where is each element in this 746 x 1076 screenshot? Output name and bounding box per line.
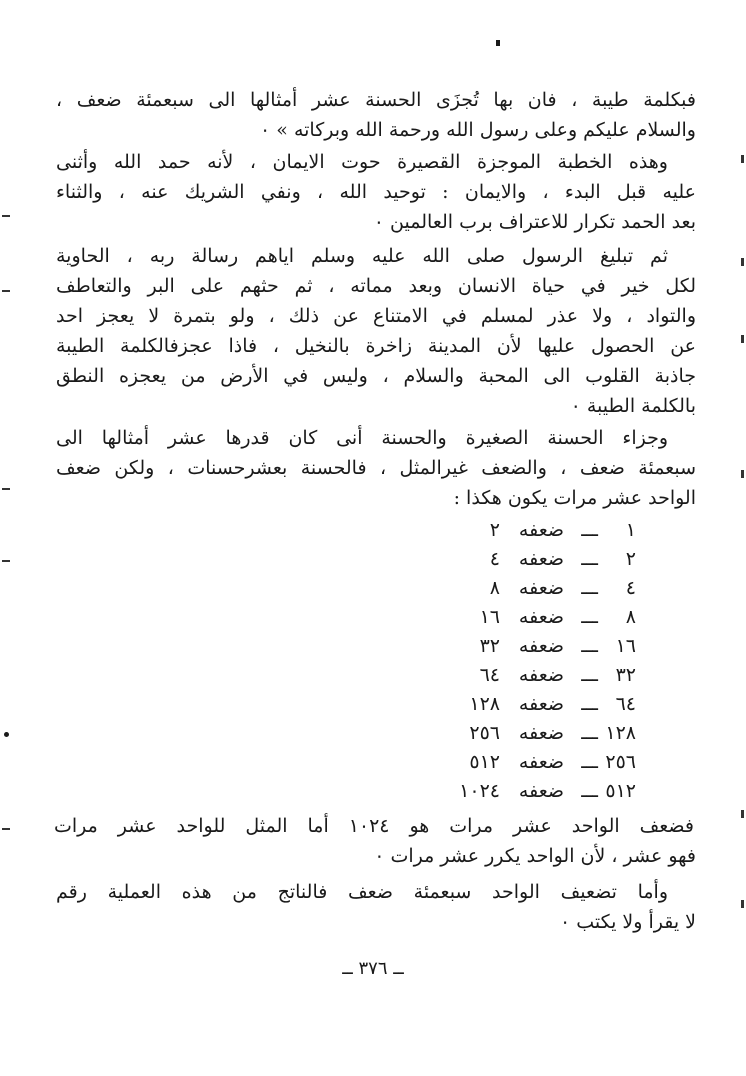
sequence-word: ضعفه bbox=[518, 606, 564, 628]
text-line: وأما تضعيف الواحد سبعمئة ضعف فالناتج من هذه العملية رقم bbox=[56, 881, 668, 903]
right-margin-mark bbox=[741, 810, 744, 818]
text-line: فبكلمة طيبة ، فان بها تُجزَى الحسنة عشر أمثالها الى سبعمئة ضعف ، bbox=[56, 89, 696, 111]
sequence-number: ١ bbox=[625, 519, 636, 541]
left-margin-mark bbox=[2, 290, 10, 292]
sequence-dash: ـــ bbox=[581, 548, 598, 570]
left-margin-mark bbox=[2, 488, 10, 490]
text-line: والسلام عليكم وعلى رسول الله ورحمة الله وبركاته » ٠ bbox=[260, 119, 696, 141]
sequence-word: ضعفه bbox=[518, 664, 564, 686]
sequence-double: ١٦ bbox=[479, 606, 500, 628]
text-line: الواحد عشر مرات يكون هكذا : bbox=[453, 487, 696, 509]
text-line: بالكلمة الطيبة ٠ bbox=[570, 395, 696, 417]
sequence-dash: ـــ bbox=[581, 751, 598, 773]
sequence-number: ٢٥٦ bbox=[605, 751, 636, 773]
sequence-word: ضعفه bbox=[518, 780, 564, 802]
right-margin-mark bbox=[741, 155, 744, 163]
text-line: وهذه الخطبة الموجزة القصيرة حوت الايمان ، لأنه حمد الله وأثنى bbox=[56, 151, 668, 173]
sequence-word: ضعفه bbox=[518, 722, 564, 744]
sequence-number: ٦٤ bbox=[615, 693, 636, 715]
text-line: ثم تبليغ الرسول صلى الله عليه وسلم اياهم رسالة ربه ، الحاوية bbox=[56, 245, 668, 267]
sequence-dash: ـــ bbox=[581, 693, 598, 715]
sequence-dash: ـــ bbox=[581, 722, 598, 744]
sequence-double: ٥١٢ bbox=[469, 751, 500, 773]
sequence-dash: ـــ bbox=[581, 519, 598, 541]
text-line: لكل خير في حياة الانسان وبعد مماته ، ثم حثهم على البر والتعاطف bbox=[56, 275, 696, 297]
sequence-number: ١٦ bbox=[615, 635, 636, 657]
sequence-double: ١٠٢٤ bbox=[459, 780, 500, 802]
text-line: والتواد ، ولا عذر لمسلم في الامتناع عن ذلك ، ولو بتمرة لا يعجز احد bbox=[56, 305, 696, 327]
sequence-word: ضعفه bbox=[518, 577, 564, 599]
sequence-double: ١٢٨ bbox=[469, 693, 500, 715]
left-margin-mark bbox=[2, 828, 10, 830]
text-line: لا يقرأ ولا يكتب ٠ bbox=[559, 911, 696, 933]
page-number: ــ ٣٧٦ ــ bbox=[342, 958, 404, 979]
top-ink-mark bbox=[496, 40, 500, 46]
text-line: بعد الحمد تكرار للاعتراف برب العالمين ٠ bbox=[373, 211, 696, 233]
text-line: فهو عشر ، لأن الواحد يكرر عشر مرات ٠ bbox=[374, 845, 696, 867]
left-margin-dot bbox=[4, 732, 9, 737]
left-margin-mark bbox=[2, 215, 10, 217]
sequence-double: ٢٥٦ bbox=[469, 722, 500, 744]
sequence-dash: ـــ bbox=[581, 780, 598, 802]
sequence-word: ضعفه bbox=[518, 519, 564, 541]
text-line: جاذبة القلوب الى المحبة والسلام ، وليس في الأرض من يعجزه النطق bbox=[56, 365, 696, 387]
sequence-number: ٣٢ bbox=[615, 664, 636, 686]
text-line: سبعمئة ضعف ، والضعف غيرالمثل ، فالحسنة بعشرحسنات ، ولكن ضعف bbox=[56, 457, 696, 479]
text-line: عن الحصول عليها لأن المدينة زاخرة بالنخيل ، فاذا عجزفالكلمة الطيبة bbox=[56, 335, 696, 357]
sequence-dash: ـــ bbox=[581, 606, 598, 628]
text-line: عليه قبل البدء ، والايمان : توحيد الله ، ونفي الشريك عنه ، والثناء bbox=[56, 181, 696, 203]
sequence-dash: ـــ bbox=[581, 664, 598, 686]
sequence-number: ١٢٨ bbox=[605, 722, 636, 744]
sequence-dash: ـــ bbox=[581, 635, 598, 657]
left-margin-mark bbox=[2, 560, 10, 562]
sequence-double: ٤ bbox=[489, 548, 500, 570]
right-margin-mark bbox=[741, 258, 744, 266]
sequence-word: ضعفه bbox=[518, 635, 564, 657]
sequence-double: ٢ bbox=[489, 519, 500, 541]
sequence-number: ٤ bbox=[625, 577, 636, 599]
sequence-number: ٥١٢ bbox=[605, 780, 636, 802]
sequence-double: ٣٢ bbox=[479, 635, 500, 657]
right-margin-mark bbox=[741, 900, 744, 908]
sequence-word: ضعفه bbox=[518, 548, 564, 570]
sequence-dash: ـــ bbox=[581, 577, 598, 599]
sequence-number: ٨ bbox=[625, 606, 636, 628]
right-margin-mark bbox=[741, 470, 744, 478]
text-line: فضعف الواحد عشر مرات هو ١٠٢٤ أما المثل للواحد عشر مرات bbox=[54, 815, 694, 837]
sequence-number: ٢ bbox=[625, 548, 636, 570]
text-line: وجزاء الحسنة الصغيرة والحسنة أنى كان قدرها عشر أمثالها الى bbox=[56, 427, 668, 449]
right-margin-mark bbox=[741, 335, 744, 343]
sequence-double: ٨ bbox=[489, 577, 500, 599]
sequence-word: ضعفه bbox=[518, 751, 564, 773]
sequence-double: ٦٤ bbox=[479, 664, 500, 686]
sequence-word: ضعفه bbox=[518, 693, 564, 715]
